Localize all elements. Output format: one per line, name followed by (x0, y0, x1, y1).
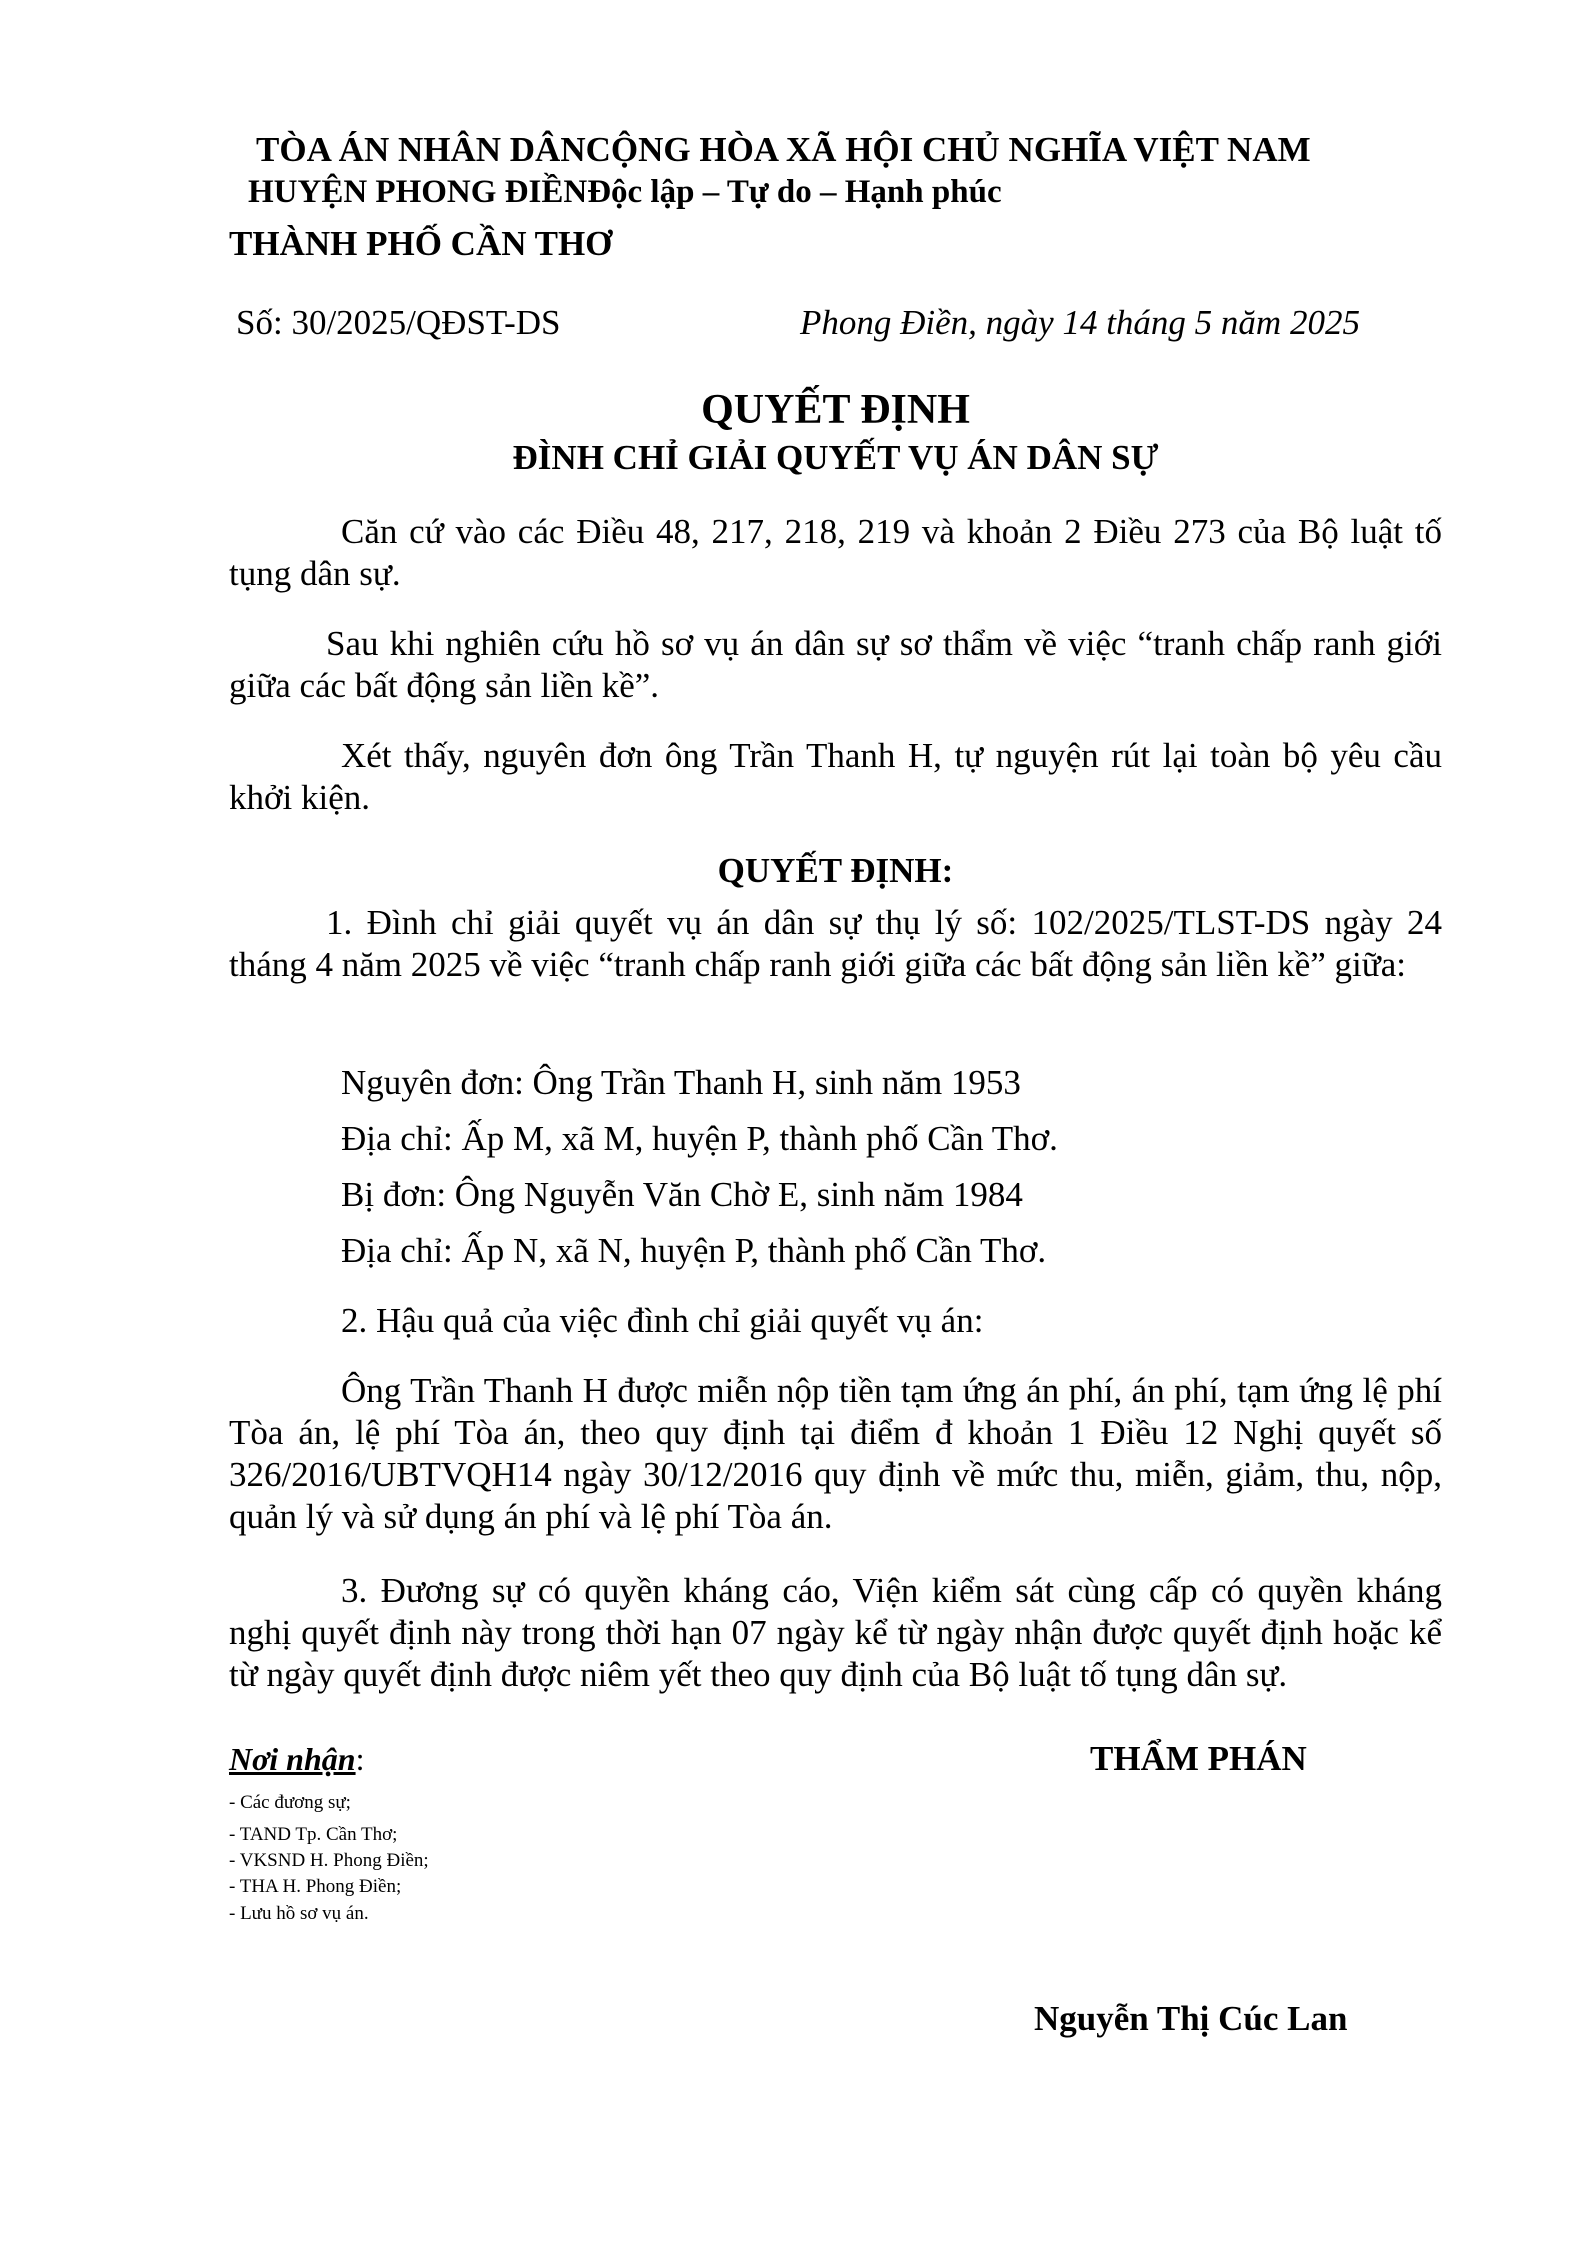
decision-item-1: 1. Đình chỉ giải quyết vụ án dân sự thụ lý số: 102/2025/TLST-DS ngày 24 tháng 4 năm 2025 về việc “tranh chấp ranh giới giữa các bất động sản liền kề” giữa: (229, 903, 1442, 984)
decision-number: Số: 30/2025/QĐST-DS (236, 303, 561, 342)
header-line-1 (256, 130, 1311, 170)
recipient-item: - VKSND H. Phong Điền; (229, 1850, 429, 1871)
recipients-heading (229, 1740, 364, 1778)
page-title: QUYẾT ĐỊNH (701, 387, 970, 433)
court-name-line-1: TÒA ÁN NHÂN DÂN (256, 130, 586, 169)
preamble-withdrawal: Xét thấy, nguyên đơn ông Trần Thanh H, tự nguyện rút lại toàn bộ yêu cầu khởi kiện. (229, 736, 1442, 817)
preamble-case-study: Sau khi nghiên cứu hồ sơ vụ án dân sự sơ thẩm về việc “tranh chấp ranh giới giữa các bất động sản liền kề”. (229, 624, 1442, 705)
recipients-colon: : (355, 1741, 365, 1777)
decision-heading: QUYẾT ĐỊNH: (717, 851, 954, 890)
decision-item-2: 2. Hậu quả của việc đình chỉ giải quyết vụ án: (341, 1301, 984, 1340)
national-title: CỘNG HÒA XÃ HỘI CHỦ NGHĨA VIỆT NAM (585, 130, 1311, 169)
recipient-item: - Các đương sự; (229, 1792, 351, 1813)
signer-name: Nguyễn Thị Cúc Lan (1034, 1999, 1348, 2038)
defendant-address: Địa chỉ: Ấp N, xã N, huyện P, thành phố Cần Thơ. (341, 1231, 1047, 1270)
page-subtitle: ĐÌNH CHỈ GIẢI QUYẾT VỤ ÁN DÂN SỰ (512, 438, 1159, 477)
decision-item-2-detail: Ông Trần Thanh H được miễn nộp tiền tạm ứng án phí, án phí, tạm ứng lệ phí Tòa án, lệ phí Tòa án, theo quy định tại điểm đ khoản 1 Điều 12 Nghị quyết số 326/2016/UBTVQH14 ngày 30/12/2016 quy định về mức thu, miễn, giảm, thu, nộp, quản lý và sử dụng án phí và lệ phí Tòa án. (229, 1371, 1442, 1536)
place-date: Phong Điền, ngày 14 tháng 5 năm 2025 (800, 303, 1360, 342)
plaintiff-address: Địa chỉ: Ấp M, xã M, huyện P, thành phố Cần Thơ. (341, 1119, 1058, 1158)
signer-role: THẨM PHÁN (1090, 1739, 1307, 1778)
recipient-item: - Lưu hồ sơ vụ án. (229, 1903, 369, 1924)
national-motto: Độc lập – Tự do – Hạnh phúc (587, 174, 1002, 210)
court-name-line-3: THÀNH PHỐ CẦN THƠ (229, 224, 613, 263)
court-name-line-2: HUYỆN PHONG ĐIỀN (248, 174, 588, 210)
decision-item-3: 3. Đương sự có quyền kháng cáo, Viện kiểm sát cùng cấp có quyền kháng nghị quyết định này trong thời hạn 07 ngày kể từ ngày nhận được quyết định hoặc kể từ ngày quyết định được niêm yết theo quy định của Bộ luật tố tụng dân sự. (229, 1571, 1442, 1694)
defendant: Bị đơn: Ông Nguyễn Văn Chờ E, sinh năm 1984 (341, 1175, 1023, 1214)
header-line-2 (248, 172, 1002, 212)
preamble-legal-basis: Căn cứ vào các Điều 48, 217, 218, 219 và khoản 2 Điều 273 của Bộ luật tố tụng dân sự. (229, 512, 1442, 593)
recipients-title: Nơi nhận (229, 1741, 356, 1777)
plaintiff: Nguyên đơn: Ông Trần Thanh H, sinh năm 1953 (341, 1063, 1021, 1102)
recipient-item: - THA H. Phong Điền; (229, 1876, 402, 1897)
recipient-item: - TAND Tp. Cần Thơ; (229, 1824, 398, 1845)
